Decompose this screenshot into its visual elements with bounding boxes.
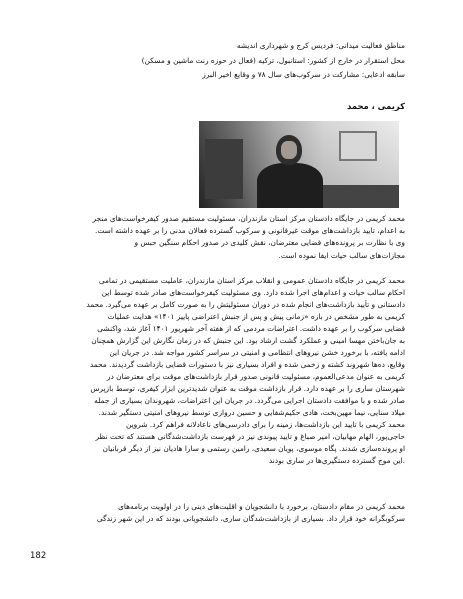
body-line: قضایی سرکوب را بر عهده داشت. اعتراضات مردمی که از هفته آخر شهریور ۱۴۰۱ آغاز شد، واکنشی [97,324,405,333]
intro-line-abroad-location: محل استقرار در خارج از کشور: استانبول، ترکیه (فعال در حوزه رنت ماشین و مسکن) [141,56,405,65]
body-line: صادر شده و با موافقت دادستان اجرایی می‌گردد. در جریان این اعتراضات، شهروندان بسیاری از جمله [94,396,405,405]
closing-line: محمد کریمی در مقام دادستان، برخورد با دانشجویان و اقلیت‌های دینی را در اولویت برنامه‌های [118,502,405,511]
body-line: محمد کریمی با تایید این بازداشت‌ها، زمینه را برای دادرسی‌های ناعادلانه فراهم کرد. شروین [125,420,405,429]
body-line: وقایع، ده‌ها شهروند کشته و زخمی شده و افراد بسیاری نیز با دستورات قضایی بازداشت گردیدند. محمد [89,360,405,369]
summary-line: وی با نظارت بر پرونده‌های قضایی معترضان، نقش کلیدی در صدور احکام سنگین حبس و [134,238,405,247]
summary-line: محمد کریمی در جایگاه دادستان مرکز استان مازندران، مسئولیت مستقیم صدور کیفرخواست‌های منجر [92,214,405,223]
body-line: محمد کریمی در جایگاه دادستان عمومی و انقلاب مرکز استان مازندران، عاملیت مستقیمی در تمامی [98,276,405,285]
intro-line-field-areas: مناطق فعالیت میدانی: فردیس کرج و شهرداری اندیشه [236,41,405,50]
page-number: 182 [30,551,47,561]
summary-line: به اعدام، تایید بازداشت‌های موقت غیرقانونی و سرکوب گسترده فعالان مدنی را بر عهده داشته است. [95,226,405,235]
body-line: میلاد سنایی، نیما مهین‌بخت، هادی حکیم‌شفایی و حسین دروازی توسط نیروهای امنیتی دستگیر شدند. [98,408,405,417]
body-line: شهرستان ساری را بر عهده دارد. قرار بازداشت موقت به عنوان شدیدترین ابزار کیفری، توسط بازپرس [90,384,405,393]
body-line: به جان‌باختن مهسا امینی و عملکرد گشت ارشاد بود. این جنبش که در زمان نگارش این گزارش همچنان [91,336,405,345]
body-line: حاجی‌پور، الهام مهابیان، امیر صباغ و تایید پیوندی نیز در فهرست بازداشت‌شدگانی هستند که تحت نظر [95,432,405,441]
summary-line: مجازات‌های سالب حیات ایفا نموده است. [278,251,405,260]
intro-line-alleged-record: سابقه ادعایی: مشارکت در سرکوب‌های سال ۷۸ و وقایع اخیر البرز [202,70,405,79]
closing-line: سرکوبگرانه خود قرار داد. بسیاری از بازداشت‌شدگان ساری، دانشجویانی بودند که در این شهر زندگی [96,514,405,523]
body-line: او پرونده‌سازی شدند. پگاه موسوی، پویان سعیدی، رامین رستمی و سارا هادیان نیز از دیگر قربانیان [102,444,405,453]
body-line: دادستانی و تأیید بازداشت‌های انجام شده در دوران مسئولیتش را به صورت کامل بر عهده می‌گیرد. محمد [86,300,405,309]
body-line: کریمی به طور مشخص در بازه «زمانی پیش و پس از جنبش اعتراضی پاییز ۱۴۰۱» هدایت عملیات [107,312,405,321]
body-line: کریمی به عنوان مدعی‌العموم، مسئولیت قانونی صدور قرار بازداشت‌های موقت برای معترضان در [106,372,405,381]
body-line: احکام سالب حیات و اعدام‌های اجرا شده دارد. وی مسئولیت کیفرخواست‌های صادر شده توسط این [101,288,405,297]
person-name-heading: کریمی ، محمد [347,101,405,111]
body-line: ادامه یافته، با برخورد خشن نیروهای انتظامی و امنیتی در سراسر کشور مواجه شد. در جریان این [109,348,405,357]
person-photo [199,121,399,208]
body-line: .این موج گسترده دستگیری‌ها در ساری بودند [268,456,405,465]
